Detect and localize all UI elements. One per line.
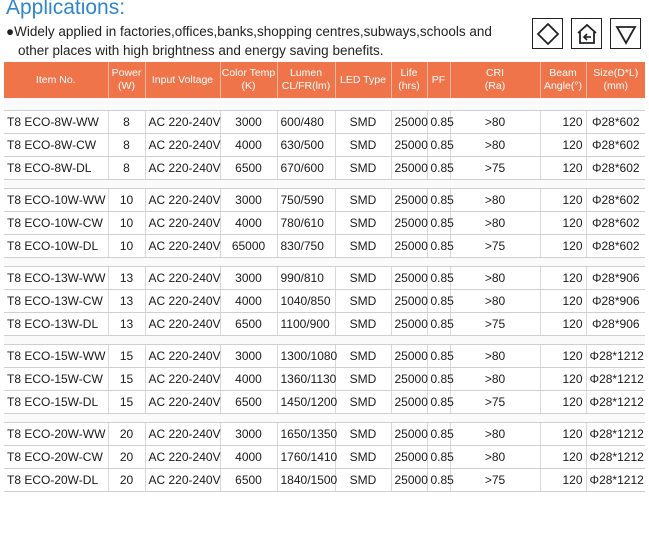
column-header-line1: Lumen [289,67,323,79]
column-header-line2: (Ra) [484,80,506,92]
table-cell: 0.85 [427,423,450,446]
table-cell: 10 [108,235,145,258]
column-header [145,62,220,98]
table-cell: 120 [540,212,586,235]
table-cell: SMD [335,235,391,258]
table-cell: Φ28*906 [586,313,645,336]
table-header-row [4,62,645,98]
column-header-line1: Life [400,67,418,79]
table-cell: AC 220-240V [145,391,220,414]
table-cell: SMD [335,345,391,368]
column-header [335,62,391,98]
table-cell: 8 [108,134,145,157]
table-cell: 25000 [391,111,427,134]
table-cell: >75 [450,157,540,180]
table-cell: 4000 [220,290,277,313]
table-cell: 630/500 [277,134,335,157]
table-cell: 20 [108,469,145,492]
table-cell: AC 220-240V [145,368,220,391]
column-header-line1: Item No. [35,73,76,86]
table-cell: 120 [540,423,586,446]
table-cell: 15 [108,368,145,391]
table-cell: AC 220-240V [145,111,220,134]
table-cell: 25000 [391,345,427,368]
table-cell: Φ28*602 [586,111,645,134]
table-cell: 6500 [220,469,277,492]
table-cell: 4000 [220,368,277,391]
table-cell: 0.85 [427,469,450,492]
table-cell: 65000 [220,235,277,258]
table-cell: 25000 [391,212,427,235]
table-cell: 120 [540,267,586,290]
table-cell: 10 [108,212,145,235]
column-header-line1: Size(D*L) [593,67,639,79]
table-cell: AC 220-240V [145,423,220,446]
table-cell: 120 [540,235,586,258]
table-cell: Φ28*1212 [586,368,645,391]
table-cell: T8 ECO-20W-DL [4,469,108,492]
table-cell: 6500 [220,313,277,336]
table-cell: 25000 [391,469,427,492]
table-cell: AC 220-240V [145,313,220,336]
column-header-line2: (hrs) [398,80,420,92]
column-header-line2: (mm) [603,80,628,92]
table-cell: >80 [450,446,540,469]
table-cell: 670/600 [277,157,335,180]
table-cell: Φ28*1212 [586,391,645,414]
table-cell: 3000 [220,111,277,134]
table-cell: T8 ECO-15W-WW [4,345,108,368]
table-cell: 0.85 [427,111,450,134]
table-cell: Φ28*1212 [586,469,645,492]
table-cell: SMD [335,313,391,336]
table-cell: >80 [450,290,540,313]
table-cell: 4000 [220,446,277,469]
table-cell: 120 [540,290,586,313]
certification-icons [532,18,641,50]
column-header [4,62,108,98]
table-cell: 750/590 [277,189,335,212]
table-cell: >80 [450,189,540,212]
table-cell: 830/750 [277,235,335,258]
column-header [277,62,335,98]
table-cell: AC 220-240V [145,157,220,180]
table-cell: SMD [335,189,391,212]
table-cell: SMD [335,290,391,313]
table-cell: AC 220-240V [145,212,220,235]
table-cell: 0.85 [427,235,450,258]
table-cell: 25000 [391,267,427,290]
table-cell: 25000 [391,134,427,157]
table-cell: 1100/900 [277,313,335,336]
table-cell: 0.85 [427,391,450,414]
table-cell: 3000 [220,267,277,290]
table-cell: Φ28*602 [586,235,645,258]
table-cell: >75 [450,469,540,492]
table-cell: 0.85 [427,189,450,212]
table-cell: T8 ECO-15W-DL [4,391,108,414]
table-cell: >75 [450,235,540,258]
table-cell: Φ28*1212 [586,423,645,446]
table-cell: 3000 [220,189,277,212]
table-cell: 120 [540,134,586,157]
table-cell: T8 ECO-13W-DL [4,313,108,336]
group-separator-cell [4,414,645,423]
table-cell: 120 [540,189,586,212]
table-row [4,134,645,157]
group-separator [4,336,645,345]
table-cell: 120 [540,469,586,492]
table-cell: T8 ECO-8W-CW [4,134,108,157]
table-row [4,235,645,258]
table-cell: 120 [540,111,586,134]
diamond-certification-icon [532,18,563,49]
table-cell: 4000 [220,134,277,157]
column-header-line1: Color Temp [221,67,276,79]
table-cell: 1300/1080 [277,345,335,368]
table-cell: SMD [335,134,391,157]
table-cell: 0.85 [427,345,450,368]
table-cell: 8 [108,157,145,180]
column-header-line1: Power [111,67,142,79]
table-cell: AC 220-240V [145,469,220,492]
table-cell: T8 ECO-20W-WW [4,423,108,446]
triangle-down-icon [610,18,641,49]
column-header-line1: PF [431,73,446,86]
table-row [4,189,645,212]
table-cell: 1360/1130 [277,368,335,391]
table-cell: T8 ECO-15W-CW [4,368,108,391]
column-header [108,62,145,98]
table-cell: AC 220-240V [145,345,220,368]
table-row [4,446,645,469]
table-cell: >75 [450,313,540,336]
table-cell: >80 [450,111,540,134]
table-cell: T8 ECO-10W-WW [4,189,108,212]
table-cell: 120 [540,368,586,391]
column-header [391,62,427,98]
table-cell: Φ28*1212 [586,345,645,368]
table-cell: Φ28*602 [586,134,645,157]
table-cell: 25000 [391,391,427,414]
table-cell: Φ28*906 [586,267,645,290]
description-line-1: ●Widely applied in factories,offices,banks,shopping centres,subways,schools and [6,24,492,39]
table-cell: 6500 [220,391,277,414]
column-header [540,62,586,98]
group-separator [4,180,645,189]
description-line-2: other places with high brightness and energy saving benefits. [18,43,384,58]
table-cell: AC 220-240V [145,189,220,212]
table-cell: 3000 [220,423,277,446]
table-cell: 13 [108,290,145,313]
table-cell: >80 [450,423,540,446]
group-separator-cell [4,180,645,189]
table-cell: AC 220-240V [145,446,220,469]
table-cell: 0.85 [427,313,450,336]
table-cell: SMD [335,446,391,469]
table-cell: 1040/850 [277,290,335,313]
table-cell: SMD [335,111,391,134]
table-row [4,157,645,180]
table-row [4,313,645,336]
table-cell: >80 [450,212,540,235]
table-cell: T8 ECO-10W-DL [4,235,108,258]
applications-description [6,22,506,60]
table-row [4,345,645,368]
table-cell: 120 [540,391,586,414]
table-cell: 25000 [391,189,427,212]
table-cell: T8 ECO-20W-CW [4,446,108,469]
table-row [4,423,645,446]
table-cell: T8 ECO-13W-WW [4,267,108,290]
page-title: Applications: [6,0,126,19]
table-cell: Φ28*602 [586,157,645,180]
table-cell: 1760/1410 [277,446,335,469]
group-separator-cell [4,336,645,345]
table-cell: Φ28*602 [586,189,645,212]
group-separator [4,98,645,111]
table-cell: 0.85 [427,267,450,290]
table-cell: T8 ECO-8W-DL [4,157,108,180]
table-cell: >75 [450,391,540,414]
table-cell: 20 [108,423,145,446]
table-cell: SMD [335,368,391,391]
table-cell: >80 [450,134,540,157]
table-cell: 20 [108,446,145,469]
group-separator [4,258,645,267]
table-cell: SMD [335,423,391,446]
table-cell: 1840/1500 [277,469,335,492]
table-cell: 0.85 [427,446,450,469]
table-cell: 6500 [220,157,277,180]
table-cell: 1650/1350 [277,423,335,446]
table-cell: >80 [450,368,540,391]
table-cell: >80 [450,267,540,290]
table-cell: 120 [540,345,586,368]
column-header-line1: Beam [549,67,577,79]
table-cell: 25000 [391,290,427,313]
table-cell: 4000 [220,212,277,235]
group-separator-cell [4,258,645,267]
column-header-line1: Input Voltage [151,73,214,86]
table-cell: Φ28*602 [586,212,645,235]
column-header-line2: CL/FR(lm) [281,80,331,92]
table-cell: Φ28*906 [586,290,645,313]
column-header [450,62,540,98]
table-cell: Φ28*1212 [586,446,645,469]
group-separator [4,414,645,423]
column-header-line2: (K) [241,80,256,92]
table-cell: 10 [108,189,145,212]
group-separator-cell [4,98,645,111]
table-cell: 15 [108,345,145,368]
table-cell: 0.85 [427,212,450,235]
table-cell: SMD [335,212,391,235]
table-cell: 0.85 [427,368,450,391]
product-spec-table [4,62,645,492]
table-cell: 120 [540,313,586,336]
table-cell: 25000 [391,368,427,391]
table-cell: AC 220-240V [145,235,220,258]
table-cell: T8 ECO-8W-WW [4,111,108,134]
column-header-line1: CRI [485,67,505,79]
table-cell: 25000 [391,235,427,258]
table-cell: 600/480 [277,111,335,134]
table-row [4,111,645,134]
column-header [427,62,450,98]
table-cell: 1450/1200 [277,391,335,414]
table-cell: 990/810 [277,267,335,290]
table-cell: 25000 [391,313,427,336]
table-row [4,469,645,492]
column-header-line2: Angle(°) [543,80,583,92]
table-cell: 25000 [391,423,427,446]
table-cell: 25000 [391,157,427,180]
table-row [4,267,645,290]
table-cell: 0.85 [427,157,450,180]
table-cell: 13 [108,313,145,336]
column-header-line2: (W) [118,80,135,92]
table-cell: 3000 [220,345,277,368]
table-row [4,391,645,414]
column-header-line1: LED Type [340,73,386,86]
table-row [4,290,645,313]
table-row [4,212,645,235]
table-cell: 13 [108,267,145,290]
table-cell: 25000 [391,446,427,469]
table-cell: 0.85 [427,134,450,157]
table-cell: 0.85 [427,290,450,313]
table-row [4,368,645,391]
table-cell: SMD [335,157,391,180]
column-header [220,62,277,98]
table-cell: >80 [450,345,540,368]
table-cell: AC 220-240V [145,290,220,313]
table-cell: 8 [108,111,145,134]
table-cell: T8 ECO-13W-CW [4,290,108,313]
table-cell: 780/610 [277,212,335,235]
table-cell: 15 [108,391,145,414]
table-cell: SMD [335,267,391,290]
table-cell: AC 220-240V [145,267,220,290]
table-cell: AC 220-240V [145,134,220,157]
table-cell: 120 [540,157,586,180]
table-cell: SMD [335,469,391,492]
table-cell: 120 [540,446,586,469]
table-cell: SMD [335,391,391,414]
column-header [586,62,645,98]
house-arrow-icon [571,18,602,49]
table-cell: T8 ECO-10W-CW [4,212,108,235]
